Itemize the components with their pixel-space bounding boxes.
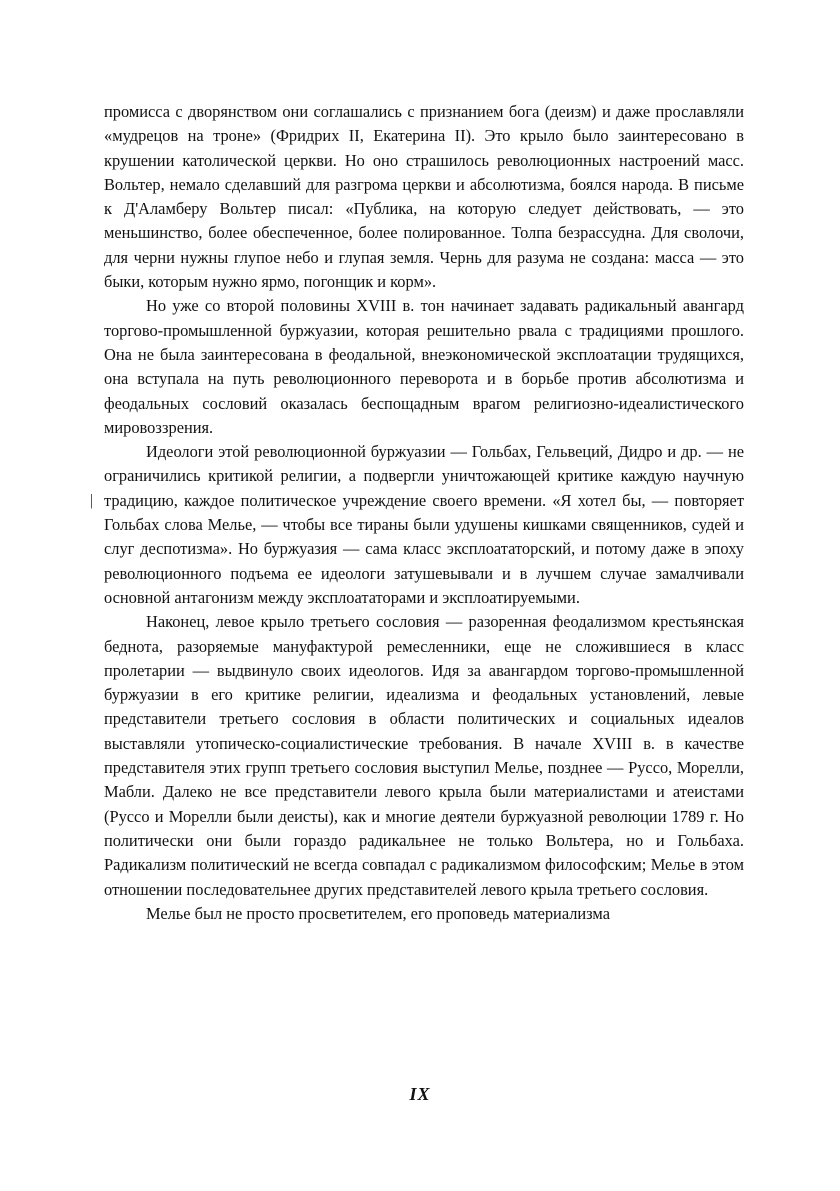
body-text <box>104 100 744 926</box>
paragraph: Наконец, левое крыло третьего сословия — разоренная феодализмом крестьянская беднота, разоряемые мануфактурой ремесленники, еще не сложившиеся в класс пролетарии — выдвинуло своих идеологов. Идя за авангардом торгово-промышленной буржуазии в его критике религии, идеализма и феодальных установлений, левые представители третьего сословия в области политических и социальных идеалов выставляли утопическо-социалистические требования. В начале XVIII в. в качестве представителя этих групп третьего сословия выступил Мелье, позднее — Руссо, Морелли, Мабли. Далеко не все представители левого крыла были материалистами и атеистами (Руссо и Морелли были деисты), как и многие деятели буржуазной революции 1789 г. Но политически они были гораздо радикальнее не только Вольтера, но и Гольбаха. Радикализм политический не всегда совпадал с радикализмом философским; Мелье в этом отношении последовательнее других представителей левого крыла третьего сословия. <box>104 612 744 899</box>
paragraph: Идеологи этой революционной буржуазии — Гольбах, Гельвеций, Дидро и др. — не ограничились критикой религии, а подвергли уничтожающей критике каждую научную традицию, каждое политическое учреждение своего времени. «Я хотел бы, — повторяет Гольбах слова Мелье, — чтобы все тираны были удушены кишками священников, судей и слуг деспотизма». Но буржуазия — сама класс эксплоататорский, и потому даже в эпоху революционного подъема ее идеологи затушевывали и в лучшем случае замалчивали основной антагонизм между эксплоататорами и эксплоатируемыми. <box>104 442 744 607</box>
paragraph-continuation: промисса с дворянством они соглашались с признанием бога (деизм) и даже прославляли «мудрецов на троне» (Фридрих II, Екатерина II). Это крыло было заинтересовано в крушении католической церкви. Но оно страшилось революционных настроений масс. Вольтер, немало сделавший для разгрома церкви и абсолютизма, боялся народа. В письме к Д'Аламберу Вольтер писал: «Публика, на которую следует действовать, — это меньшинство, более обеспеченное, более полированное. Толпа безрассудна. Для сволочи, для черни нужны глупое небо и глупая земля. Чернь для разума не создана: масса — это быки, которым нужно ярмо, погонщик и корм». <box>104 102 744 292</box>
paragraph: Мелье был не просто просветителем, его проповедь материализма <box>146 903 610 923</box>
page-number: IX <box>409 1084 431 1104</box>
paragraph: Но уже со второй половины XVIII в. тон начинает задавать радикальный авангард торгово-промышленной буржуазии, которая решительно рвала с традициями прошлого. Она не была заинтересована в феодальной, внеэкономической эксплоатации трудящихся, она вступала на путь революционного переворота и в борьбе против абсолютизма и феодальных сословий оказалась беспощадным врагом религиозно-идеалистического мировоззрения. <box>104 296 744 437</box>
margin-mark: | <box>90 492 94 509</box>
